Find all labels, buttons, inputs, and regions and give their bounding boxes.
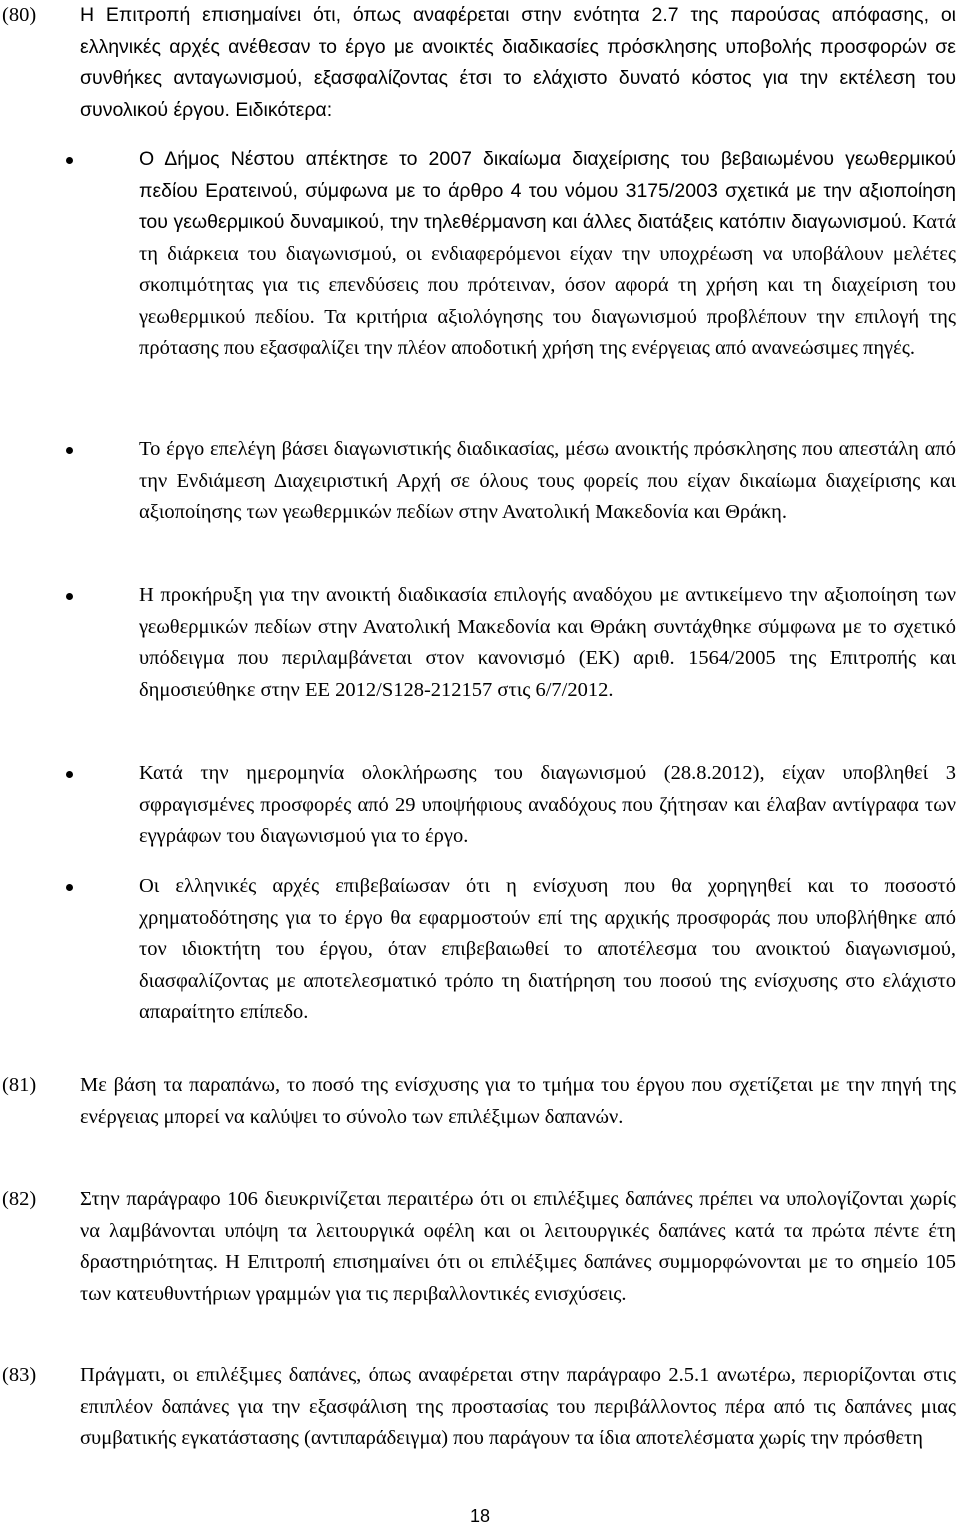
page-number: 18: [469, 1506, 491, 1526]
paragraph-number: (82): [2, 1188, 37, 1210]
paragraph-text: [80, 0, 956, 126]
list-item-text: [139, 144, 956, 365]
list-item-text-part: Το έργο επελέγη βάσει διαγωνιστικής διαδικασίας, μέσω ανοικτής πρόσκλησης που απεστάλη από την Ενδιάμεση Διαχειριστική Αρχή σε όλους τους φορείς που είχαν δικαίωμα διαχείρισης και αξιοποίησης των γεωθερμικών πεδίων στην Ανατολική Μακεδονία και Θράκη.: [139, 438, 956, 523]
paragraph-text-part: 7 της παρούσας απόφασης, οι ελληνικές αρχές ανέθεσαν το έργο με ανοικτές διαδικασίες πρόσκλησης υποβολής προσφορών σε συνθήκες ανταγωνισμού, εξασφαλίζοντας έτσι το ελάχιστο δυνατό κόστος για την εκτέλεση του συνολικού έργου. Ειδικότερα:: [80, 4, 956, 121]
list-item-text: [139, 758, 956, 853]
list-item-text: [139, 434, 956, 529]
list-item-text-part: Κατά τη διάρκεια του διαγωνισμού, οι ενδιαφερόμενοι είχαν την υποχρέωση να υποβάλουν μελέτες σκοπιμότητας για τις επενδύσεις που πρότειναν, όσον αφορά τη χρήση και τη διαχείριση του γεωθερμικού πεδίου. Τα κριτήρια αξιολόγησης του διαγωνισμού προβλέπουν την επιλογή της πρότασης που εξασφαλίζει την πλέον αποδοτική χρήση της ενέργειας από ανανεώσιμες πηγές.: [139, 211, 957, 359]
paragraph-number: (80): [2, 4, 37, 26]
list-item-text: [139, 871, 956, 1029]
bullet-point: [66, 447, 73, 454]
list-item-text-part: Ο Δήμος Νέστου απέκτησε το 2007 δικαίωμα διαχείρισης του βεβαιωμένου γεωθερμικού πεδίου Ερατεινού, σύμφωνα με το άρθρο 4 του νόμου 3175/2003 σχετικά με την αξιοποίηση του γεωθερμικού δυναμικού, την τηλεθέρμανση και άλλες διατάξεις κατόπιν διαγωνισμού.: [139, 148, 956, 233]
bullet-point: [66, 157, 73, 164]
bullet-point: [66, 771, 73, 778]
paragraph-number: (81): [2, 1074, 37, 1096]
paragraph-text: Στην παράγραφο 106 διευκρινίζεται περαιτέρω ότι οι επιλέξιμες δαπάνες πρέπει να υπολογίζονται χωρίς να λαμβάνονται υπόψη τα λειτουργικά οφέλη και οι λειτουργικές δαπάνες κατά τα πρώτα πέντε έτη δραστηριότητας. Η Επιτροπή επισημαίνει ότι οι επιλέξιμες δαπάνες συμμορφώνονται με το σημείο 105 των κατευθυντήριων γραμμών για τις περιβαλλοντικές ενισχύσεις.: [80, 1188, 956, 1305]
paragraph-text-part: Η Επιτροπή επισημαίνει ότι, όπως αναφέρεται στην ενότητα 2.: [80, 4, 668, 26]
list-item-text-part: Οι ελληνικές αρχές επιβεβαίωσαν ότι η ενίσχυση που θα χορηγηθεί και το ποσοστό χρηματοδότησης για το έργο θα εφαρμοστούν επί της αρχικής προσφοράς που υποβλήθηκε από τον ιδιοκτήτη του έργου, όταν επιβεβαιωθεί το αποτέλεσμα του ανοικτού διαγωνισμού, διασφαλίζοντας με αποτελεσματικό τρόπο τη διατήρηση του ποσού της ενίσχυσης στο ελάχιστο απαραίτητο επίπεδο.: [139, 875, 956, 1023]
bullet-point: [66, 884, 73, 891]
list-item-text: [139, 580, 956, 706]
list-item-text-part: Η προκήρυξη για την ανοικτή διαδικασία επιλογής αναδόχου με αντικείμενο την αξιοποίηση των γεωθερμικών πεδίων στην Ανατολική Μακεδονία και Θράκη συντάχθηκε σύμφωνα με το σχετικό υπόδειγμα που περιλαμβάνεται στον κανονισμό (ΕΚ) αριθ. 1564/2005 της Επιτροπής και δημοσιεύθηκε στην ΕΕ 2012/S128-212157 στις 6/7/2012.: [139, 584, 956, 701]
bullet-point: [66, 593, 73, 600]
paragraph-text: Πράγματι, οι επιλέξιμες δαπάνες, όπως αναφέρεται στην παράγραφο 2.5.1 ανωτέρω, περιορίζονται στις επιπλέον δαπάνες για την εξασφάλιση της προστασίας του περιβάλλοντος πέρα από τις δαπάνες μιας συμβατικής εγκατάστασης (αντιπαράδειγμα) που παράγουν τα ίδια αποτελέσματα χωρίς την πρόσθετη: [80, 1364, 956, 1449]
list-item-text-part: Κατά την ημερομηνία ολοκλήρωσης του διαγωνισμού (28.8.2012), είχαν υποβληθεί 3 σφραγισμένες προσφορές από 29 υποψήφιους αναδόχους που ζήτησαν και έλαβαν αντίγραφα των εγγράφων του διαγωνισμού για το έργο.: [139, 762, 956, 847]
paragraph-text: Με βάση τα παραπάνω, το ποσό της ενίσχυσης για το τμήμα του έργου που σχετίζεται με την πηγή της ενέργειας μπορεί να καλύψει το σύνολο των επιλέξιμων δαπανών.: [80, 1074, 956, 1128]
paragraph-number: (83): [2, 1364, 37, 1386]
